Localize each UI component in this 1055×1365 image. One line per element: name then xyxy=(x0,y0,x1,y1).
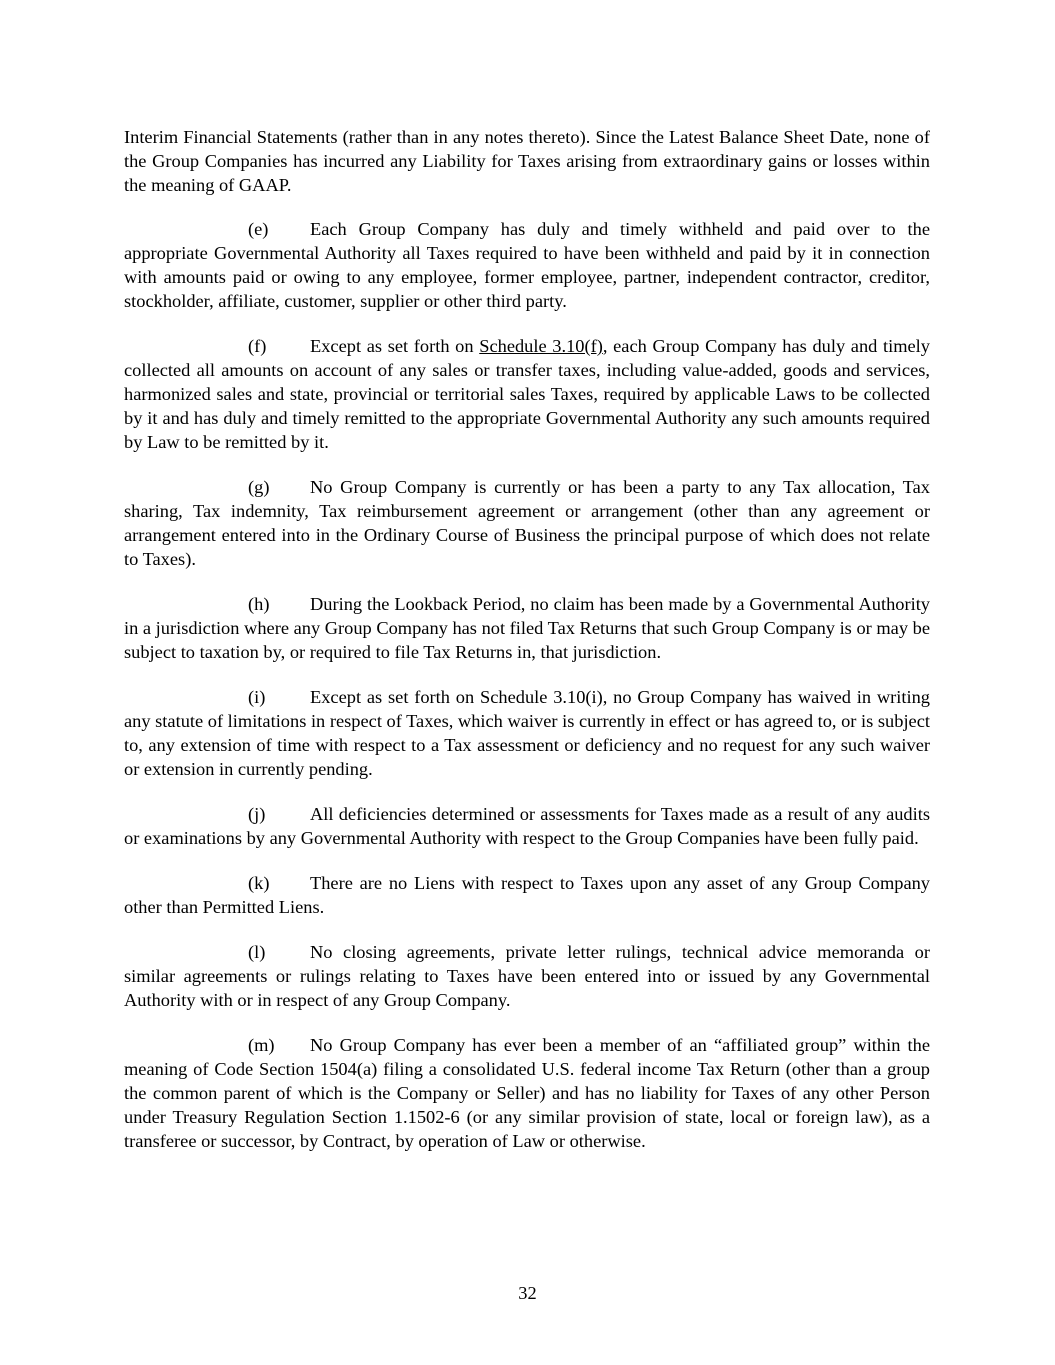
section-label: (h) xyxy=(248,594,270,614)
section-g xyxy=(124,475,930,571)
section-text: No Group Company has ever been a member of an “affiliated group” within the meaning of Code Section 1504(a) filing a consolidated U.S. federal income Tax Return (other than a group the common parent of which is the Company or Seller) and has no liability for Taxes of any other Person under Treasury Regulation Section 1.1502-6 (or any similar provision of state, local or foreign law), as a transferee or successor, by Contract, by operation of Law or otherwise. xyxy=(124,1035,930,1151)
section-label: (g) xyxy=(248,477,270,497)
section-k xyxy=(124,871,930,919)
section-label: (k) xyxy=(248,873,270,893)
section-text: All deficiencies determined or assessments for Taxes made as a result of any audits or examinations by any Governmental Authority with respect to the Group Companies have been fully paid. xyxy=(124,804,930,848)
section-i xyxy=(124,685,930,781)
section-text: During the Lookback Period, no claim has been made by a Governmental Authority in a jurisdiction where any Group Company has not filed Tax Returns that such Group Company is or may be subject to taxation by, or required to file Tax Returns in, that jurisdiction. xyxy=(124,594,930,662)
section-text-after: , each Group Company has duly and timely collected all amounts on account of any sales or transfer taxes, including value-added, goods and services, harmonized sales and state, provincial or territorial sales Taxes, required by applicable Laws to be collected by it and has duly and timely remitted to the appropriate Governmental Authority any such amounts required by Law to be remitted by it. xyxy=(124,336,930,452)
section-label: (i) xyxy=(248,687,266,707)
section-j xyxy=(124,802,930,850)
section-label: (f) xyxy=(248,336,267,356)
section-label: (l) xyxy=(248,942,266,962)
continuation-text: Interim Financial Statements (rather than in any notes thereto). Since the Latest Balance Sheet Date, none of the Group Companies has incurred any Liability for Taxes arising from extraordinary gains or losses within the meaning of GAAP. xyxy=(124,127,930,195)
section-label: (j) xyxy=(248,804,266,824)
page-number: 32 xyxy=(518,1283,537,1303)
section-m xyxy=(124,1033,930,1153)
section-e xyxy=(124,217,930,313)
section-text: No Group Company is currently or has been a party to any Tax allocation, Tax sharing, Tax indemnity, Tax reimbursement agreement or arrangement (other than any agreement or arrangement entered into in the Ordinary Course of Business the principal purpose of which does not relate to Taxes). xyxy=(124,477,930,569)
section-text: No closing agreements, private letter rulings, technical advice memoranda or similar agreements or rulings relating to Taxes have been entered into or issued by any Governmental Authority with or in respect of any Group Company. xyxy=(124,942,930,1010)
section-text: There are no Liens with respect to Taxes upon any asset of any Group Company other than Permitted Liens. xyxy=(124,873,930,917)
section-f xyxy=(124,334,930,454)
section-text: Each Group Company has duly and timely withheld and paid over to the appropriate Governmental Authority all Taxes required to have been withheld and paid by it in connection with amounts paid or owing to any employee, former employee, partner, independent contractor, creditor, stockholder, affiliate, customer, supplier or other third party. xyxy=(124,219,930,311)
section-l xyxy=(124,940,930,1012)
section-text: Except as set forth on Schedule 3.10(i), no Group Company has waived in writing any statute of limitations in respect of Taxes, which waiver is currently in effect or has agreed to, or is subject to, any extension of time with respect to a Tax assessment or deficiency and no request for any such waiver or extension in currently pending. xyxy=(124,687,930,779)
document-body xyxy=(124,125,930,1174)
continuation-paragraph xyxy=(124,125,930,197)
section-label: (e) xyxy=(248,219,269,239)
section-h xyxy=(124,592,930,664)
section-text-before: Except as set forth on xyxy=(310,336,480,356)
schedule-reference: Schedule 3.10(f) xyxy=(479,336,603,356)
section-label: (m) xyxy=(248,1035,275,1055)
